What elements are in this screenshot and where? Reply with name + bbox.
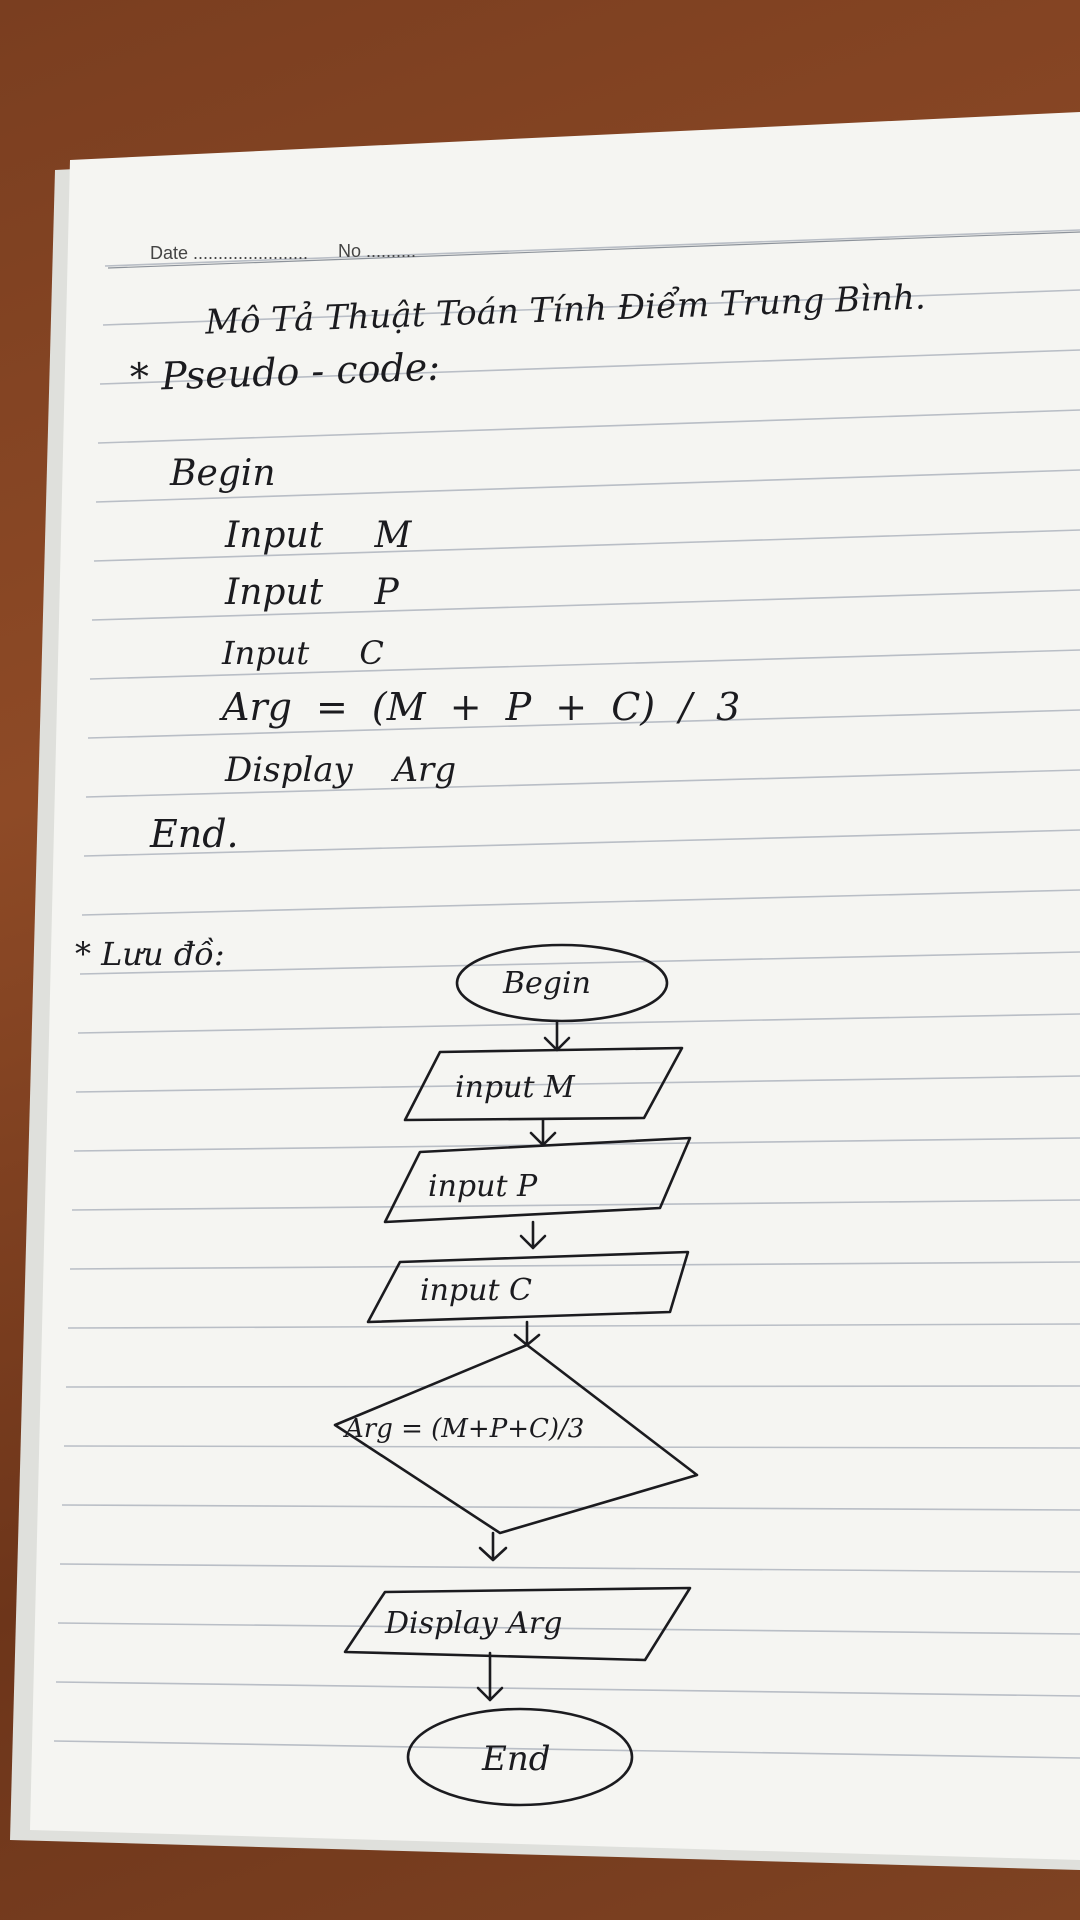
pseudocode-line: End.: [150, 812, 239, 856]
arrow-icon: [478, 1653, 502, 1700]
pseudocode-line: Display Arg: [225, 750, 457, 790]
flow-start-label: Begin: [503, 966, 591, 1001]
pseudocode-line: Input C: [222, 634, 384, 672]
pseudocode-heading: * Pseudo - code:: [129, 344, 441, 400]
pseudocode-line: Begin: [170, 453, 276, 494]
flow-output-label: Display Arg: [385, 1606, 563, 1641]
arrow-icon: [515, 1322, 539, 1345]
flow-process-label: Arg = (M+P+C)/3: [345, 1414, 585, 1444]
flowchart-heading: * Lưu đồ:: [75, 935, 225, 973]
arrow-icon: [480, 1533, 506, 1560]
pseudocode-line: Input P: [225, 572, 399, 613]
pseudocode-line: Input M: [225, 515, 412, 556]
arrow-icon: [531, 1120, 555, 1145]
flow-input-p-label: input P: [428, 1169, 538, 1204]
arrow-icon: [545, 1021, 569, 1050]
arrow-icon: [521, 1222, 545, 1248]
flow-input-c-label: input C: [420, 1273, 532, 1308]
flow-end-label: End: [482, 1739, 551, 1779]
flow-input-m-label: input M: [455, 1070, 575, 1105]
page-title: Mô Tả Thuật Toán Tính Điểm Trung Bình.: [204, 277, 927, 343]
number-label: No ..........: [338, 241, 417, 261]
date-label: Date .......................: [150, 243, 309, 263]
pseudocode-line: Arg = (M + P + C) / 3: [222, 685, 741, 729]
